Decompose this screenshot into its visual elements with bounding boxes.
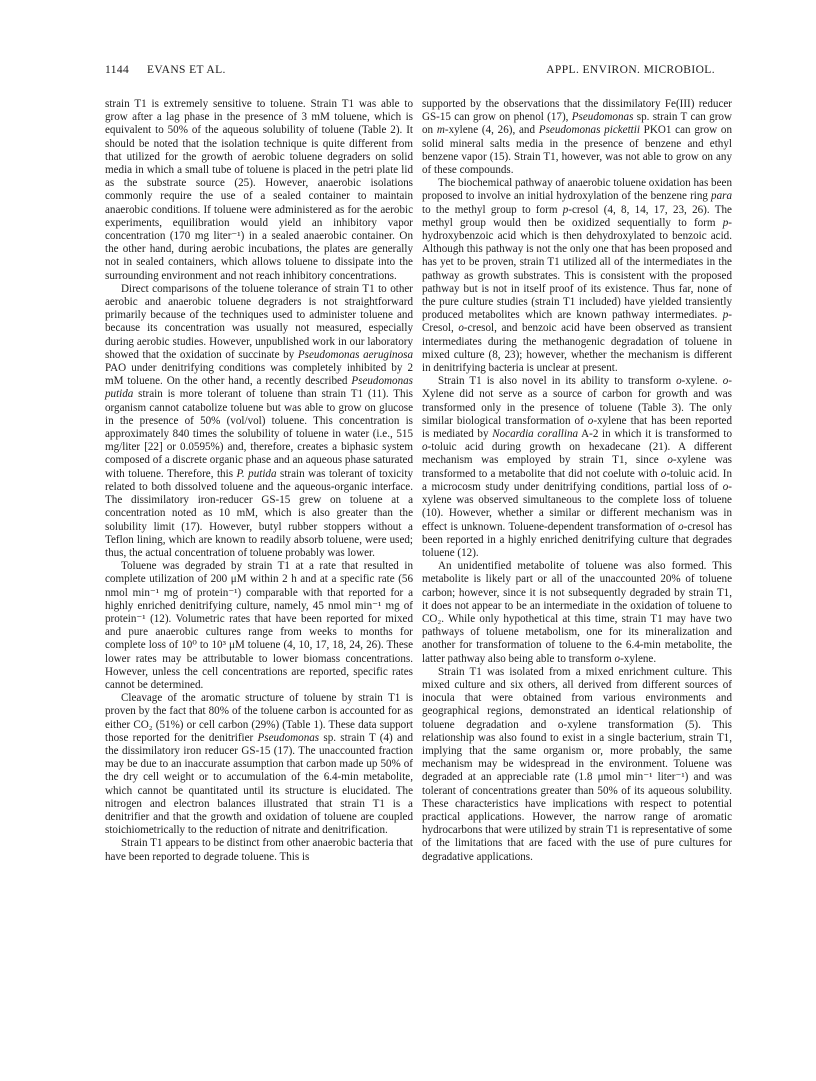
paragraph: The biochemical pathway of anaerobic toluene oxidation has been proposed to involve an initial hydroxylation of the benzene ring para to the methyl group to form p-cresol (4, 8, 14, 17, 23, 26). The methyl group would then be oxidized sequentially to form p-hydroxybenzoic acid which is then dehydroxylated to benzoic acid. Although this pathway is not the only one that has been proposed and has yet to be proven, strain T1 utilized all of the intermediates in the pathway as growth substrates. This is consistent with the proposed pathway but is not in itself proof of its existence. Thus far, none of the pure culture studies (strain T1 included) have yielded transiently produced metabolites which are known pathway intermediates. p-Cresol, o-cresol, and benzoic acid have been observed as transient intermediates during the methanogenic degradation of toluene in mixed culture (8, 23); however, whether the mechanism is different in denitrifying bacteria is unclear at present. bbox=[422, 177, 732, 375]
right-column bbox=[422, 98, 732, 864]
paragraph: Strain T1 appears to be distinct from other anaerobic bacteria that have been reported to degrade toluene. This is bbox=[105, 837, 413, 863]
paragraph: An unidentified metabolite of toluene was also formed. This metabolite is likely part or all of the unaccounted 20% of toluene carbon; however, since it is not subsequently degraded by strain T1, it does not appear to be an intermediate in the oxidation of toluene to CO₂. While only hypothetical at this time, strain T1 may have two pathways of toluene metabolism, one for its mineralization and another for transformation of toluene to the 6.4-min metabolite, the latter pathway also being able to transform o-xylene. bbox=[422, 560, 732, 665]
running-header bbox=[105, 64, 715, 80]
page-number: 1144 bbox=[105, 64, 130, 76]
left-column bbox=[105, 98, 413, 864]
paragraph: Strain T1 is also novel in its ability to transform o-xylene. o-Xylene did not serve as a source of carbon for growth and was transformed only in the presence of toluene (Table 3). The only similar biological transformation of o-xylene that has been reported is mediated by Nocardia corallina A-2 in which it is transformed to o-toluic acid during growth on hexadecane (21). A different mechanism was employed by strain T1, since o-xylene was transformed to a metabolite that did not coelute with o-toluic acid. In a microcosm study under denitrifying conditions, partial loss of o-xylene was observed simultaneous to the complete loss of toluene (10). However, whether a similar or different mechanism was in effect is unknown. Toluene-dependent transformation of o-cresol has been reported in a highly enriched denitrifying culture that degrades toluene (12). bbox=[422, 375, 733, 559]
running-authors: EVANS ET AL. bbox=[147, 64, 226, 76]
journal-name: APPL. ENVIRON. MICROBIOL. bbox=[546, 64, 715, 76]
paragraph: Cleavage of the aromatic structure of toluene by strain T1 is proven by the fact that 80% of the toluene carbon is accounted for as either CO₂ (51%) or cell carbon (29%) (Table 1). These data support those reported for the denitrifier Pseudomonas sp. strain T (4) and the dissimilatory iron reducer GS-15 (17). The unaccounted fraction may be due to an inaccurate assumption that carbon made up 50% of the dry cell weight or to accumulation of the 6.4-min metabolite, which cannot be quantitated until its structure is elucidated. The nitrogen and electron balances illustrated that strain T1 is a denitrifier and that the growth and oxidation of toluene are coupled stoichiometrically to the reduction of nitrate and denitrification. bbox=[105, 692, 413, 837]
paragraph: Toluene was degraded by strain T1 at a rate that resulted in complete utilization of 200 μM within 2 h and at a specific rate (56 nmol min⁻¹ mg of protein⁻¹) comparable with that reported for a highly enriched denitrifying culture, namely, 45 nmol min⁻¹ mg of protein⁻¹ (12). Volumetric rates that have been reported for mixed and pure anaerobic cultures range from weeks to months for complete loss of 10⁰ to 10³ μM toluene (4, 10, 17, 18, 24, 26). These lower rates may be attributable to lower biomass concentrations. However, unless the cell concentrations are reported, specific rates cannot be determined. bbox=[105, 560, 413, 691]
paragraph: Direct comparisons of the toluene tolerance of strain T1 to other aerobic and anaerobic toluene degraders is not straightforward primarily because of the techniques used to administer toluene and because its concentration was usually not measured, especially during aerobic studies. However, unpublished work in our laboratory showed that the oxidation of succinate by Pseudomonas aeruginosa PAO under denitrifying conditions was completely inhibited by 2 mM toluene. On the other hand, a recently described Pseudomonas putida strain is more tolerant of toluene than strain T1 (11). This organism cannot catabolize toluene but was able to grow on glucose in the presence of 50% (vol/vol) toluene. This concentration is approximately 840 times the solubility of toluene in water (i.e., 515 mg/liter [22] or 0.0595%) and, therefore, creates a biphasic system composed of a discrete organic phase and an aqueous phase saturated with toluene. Therefore, this P. putida strain was tolerant of toxicity related to both dissolved toluene and the aqueous-organic interface. The dissimilatory iron-reducer GS-15 grew on toluene at a concentration noted as 10 mM, which is also greater than the solubility limit (17). However, butyl rubber stoppers without a Teflon lining, which are known to readily absorb toluene, were used; thus, the actual concentration of toluene probably was lower. bbox=[105, 282, 413, 559]
paragraph: supported by the observations that the dissimilatory Fe(III) reducer GS-15 can grow on phenol (17), Pseudomonas sp. strain T can grow on m-xylene (4, 26), and Pseudomonas pickettii PKO1 can grow on solid mineral salts media in the presence of benzene and ethyl benzene vapor (15). Strain T1, however, was not able to grow on any of these compounds. bbox=[422, 98, 732, 177]
paragraph: strain T1 is extremely sensitive to toluene. Strain T1 was able to grow after a lag phase in the presence of 3 mM toluene, which is equivalent to 50% of the aqueous solubility of toluene (Table 2). It should be noted that the isolation technique is quite different from that utilized for the growth of aerobic toluene degraders on solid media in which a small tube of toluene is placed in the petri plate lid as the substrate source (25). However, anaerobic isolations commonly require the use of a sealed container to maintain anaerobic conditions. If toluene were administered as for the aerobic experiments, equilibration would yield an inhibitory vapor concentration (170 mg liter⁻¹) in a sealed anaerobic container. On the other hand, during aerobic incubations, the plates are generally not in sealed containers, which allows toluene to dissipate into the surrounding environment and not reach inhibitory concentrations. bbox=[105, 98, 413, 282]
paragraph: Strain T1 was isolated from a mixed enrichment culture. This mixed culture and six others, all derived from different sources of inocula that were obtained from various environments and geographical regions, demonstrated an identical relationship of toluene degradation and o-xylene transformation (5). This relationship was also found to exist in a single bacterium, strain T1, implying that the same organism or, more probably, the same mechanism may be widespread in the environment. Toluene was degraded at an appreciable rate (1.8 μmol min⁻¹ liter⁻¹) and was tolerant of concentrations greater than 50% of its aqueous solubility. These characteristics have implications with respect to potential practical applications. However, the narrow range of aromatic hydrocarbons that were utilized by strain T1 is representative of some of the limitations that are faced with the use of pure cultures for degradative applications. bbox=[422, 665, 732, 863]
